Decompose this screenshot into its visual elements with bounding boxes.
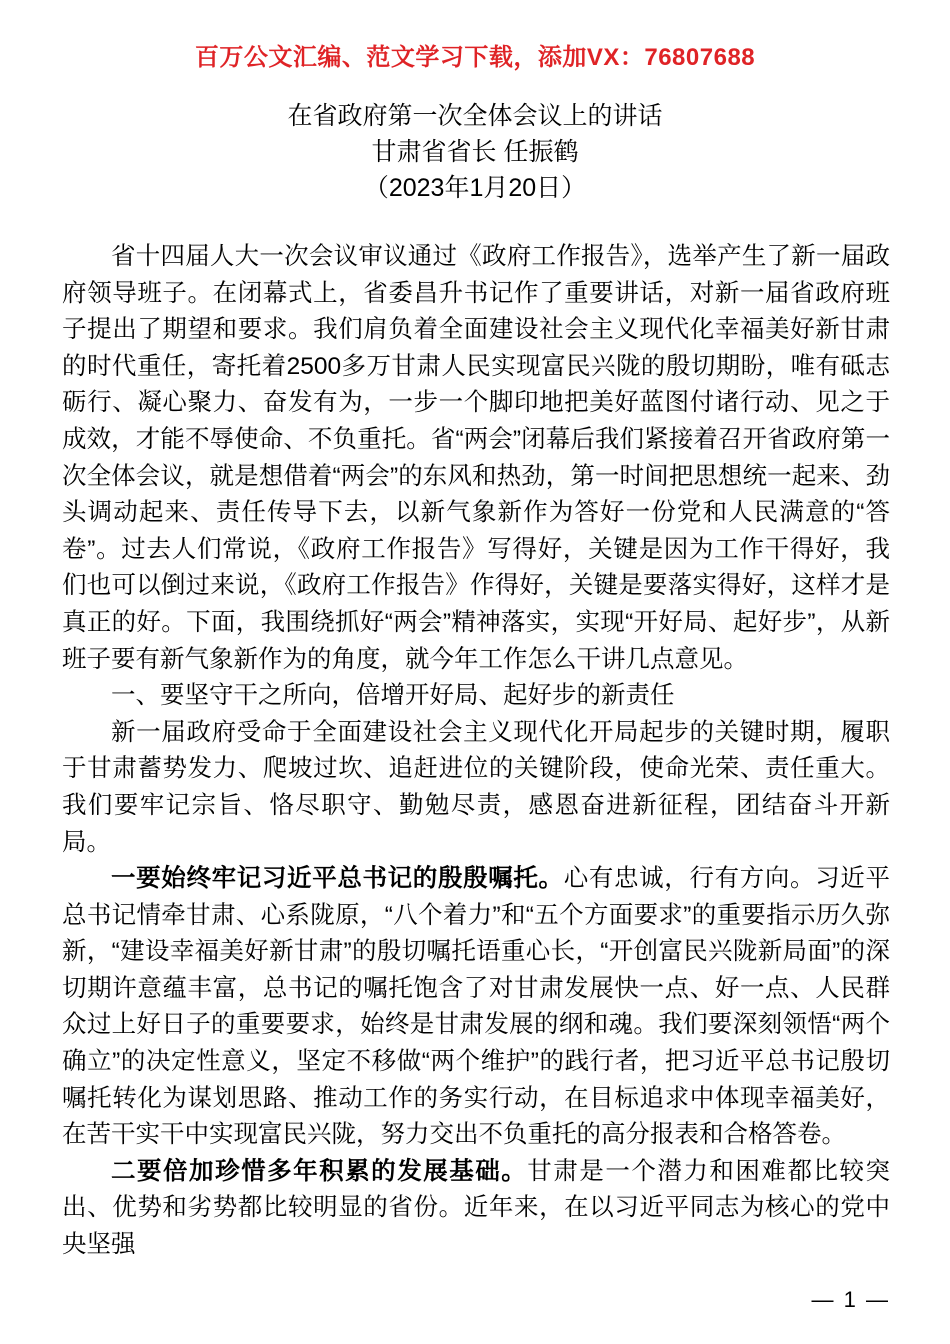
document-body [62, 239, 890, 1264]
paragraph-text: 心有忠诚，行有方向。习近平总书记情牵甘肃、心系陇原，“八个着力”和“五个方面要求”的重要指示历久弥新，“建设幸福美好新甘肃”的殷切嘱托语重心长，“开创富民兴陇新局面”的深切期许意蕴丰富，总书记的嘱托饱含了对甘肃发展快一点、好一点、人民群众过上好日子的重要要求，始终是甘肃发展的纲和魂。我们要深刻领悟“两个确立”的决定性意义，坚定不移做“两个维护”的践行者，把习近平总书记殷切嘱托转化为谋划思路、推动工作的务实行动，在目标追求中体现幸福美好，在苦干实干中实现富民兴陇，努力交出不负重托的高分报表和合格答卷。 [62, 865, 891, 1149]
promo-banner-text: 百万公文汇编、范文学习下载，添加VX：76807688 [194, 44, 756, 71]
paragraph-text: 省十四届人大一次会议审议通过《政府工作报告》，选举产生了新一届政府领导班子。在闭幕式上，省委昌升书记作了重要讲话，对新一届省政府班子提出了期望和要求。我们肩负着全面建设社会主义现代化幸福美好新甘肃的时代重任，寄托着2500多万甘肃人民实现富民兴陇的殷切期盼，唯有砥志砺行、凝心聚力、奋发有为，一步一个脚印地把美好蓝图付诸行动、见之于成效，才能不辱使命、不负重托。省“两会”闭幕后我们紧接着召开省政府第一次全体会议，就是想借着“两会”的东风和热劲，第一时间把思想统一起来、劲头调动起来、责任传导下去，以新气象新作为答好一份党和人民满意的“答卷”。过去人们常说，《政府工作报告》写得好，关键是因为工作干得好，我们也可以倒过来说，《政府工作报告》作得好，关键是要落实得好，这样才是真正的好。下面，我围绕抓好“两会”精神落实，实现“开好局、起好步”，从新班子要有新气象新作为的角度，就今年工作怎么干讲几点意见。 [62, 243, 890, 673]
paragraph-text: 新一届政府受命于全面建设社会主义现代化开局起步的关键时期，履职于甘肃蓄势发力、爬坡过坎、追赶进位的关键阶段，使命光荣、责任重大。我们要牢记宗旨、恪尽职守、勤勉尽责，感恩奋进新征程，团结奋斗开新局。 [62, 718, 890, 856]
paragraph-intro [62, 239, 890, 678]
point-one-lead: 一要始终牢记习近平总书记的殷殷嘱托。 [111, 865, 564, 893]
paragraph-point-two [62, 1154, 890, 1264]
section-heading-one [62, 678, 890, 715]
page-title: 在省政府第一次全体会议上的讲话 [287, 102, 663, 130]
author-byline: 甘肃省省长 任振鹤 [371, 138, 579, 166]
point-two-lead: 二要倍加珍惜多年积累的发展基础。 [111, 1157, 528, 1185]
document-title-block [0, 98, 950, 206]
paragraph-point-one [62, 861, 890, 1154]
paragraph-text: 甘肃是一个潜力和困难都比较突出、优势和劣势都比较明显的省份。近年来，在以习近平同志为核心的党中央坚强 [62, 1157, 891, 1259]
page-number-footer: — 1 — [811, 1287, 890, 1312]
section-heading-text: 一、要坚守干之所向，倍增开好局、起好步的新责任 [111, 682, 675, 710]
paragraph-section-intro [62, 715, 890, 861]
speech-date: （2023年1月20日） [363, 174, 587, 202]
